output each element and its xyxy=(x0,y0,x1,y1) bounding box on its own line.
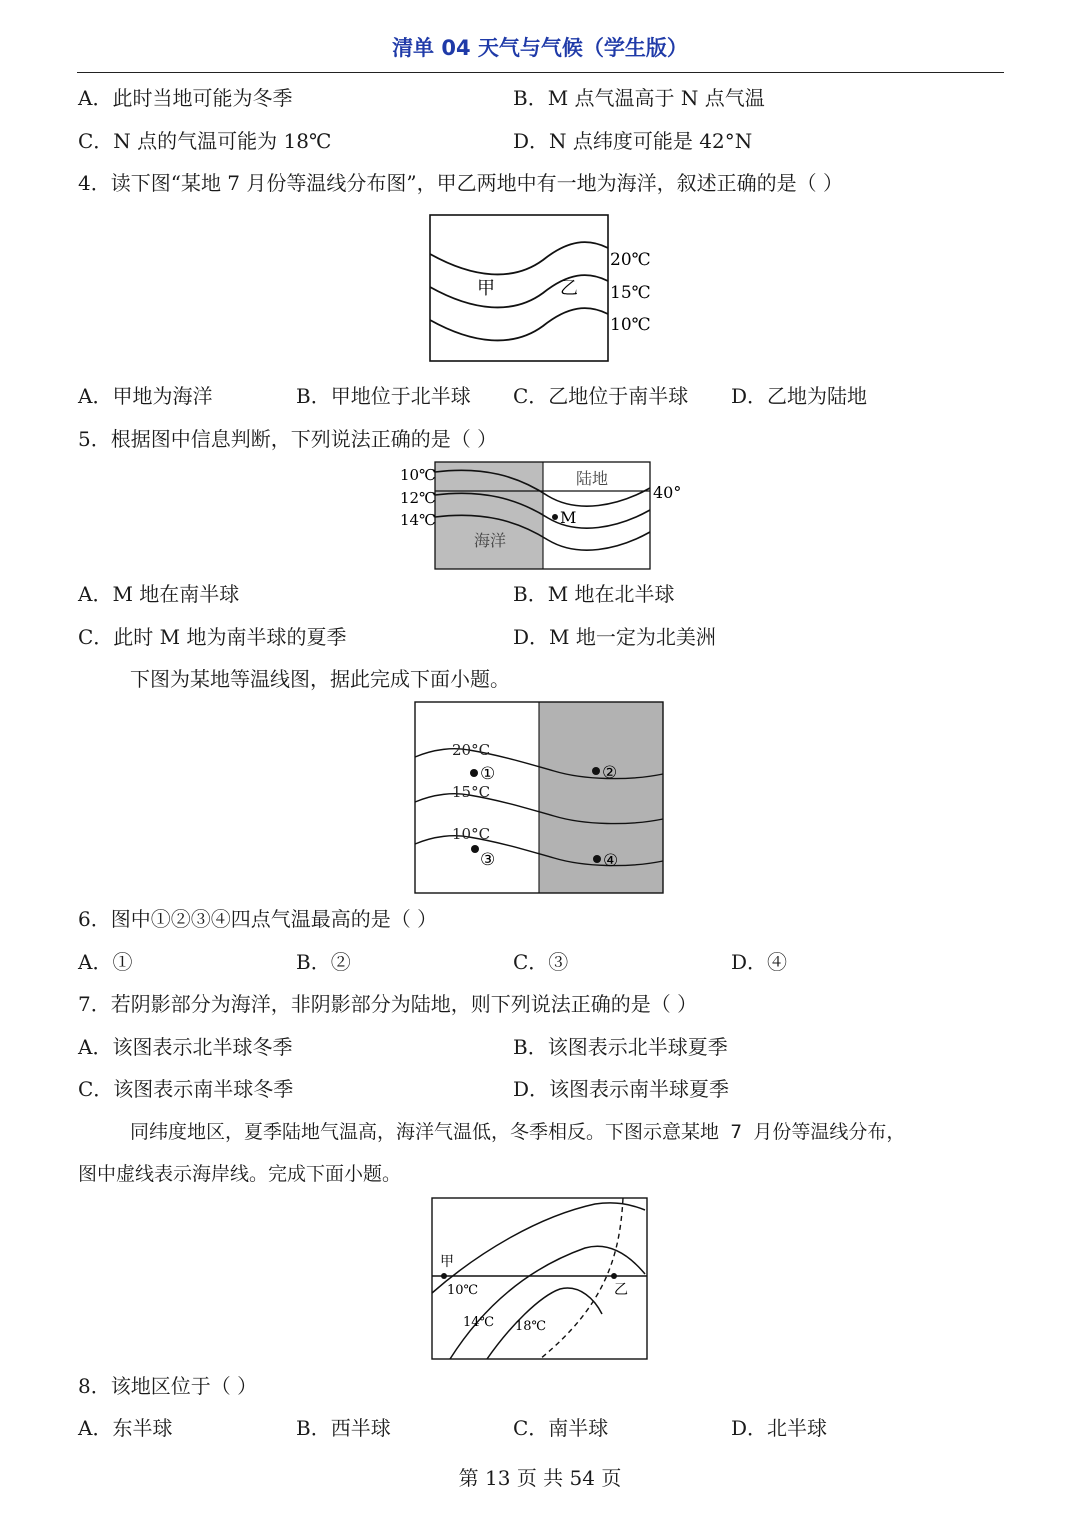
q3-option-a: A．此时当地可能为冬季 xyxy=(78,86,293,110)
q6-stem: 6．图中①②③④四点气温最高的是（ ） xyxy=(78,907,438,931)
q5-iso-label-12: 12℃ xyxy=(400,489,436,507)
q8-iso-label-14: 14℃ xyxy=(463,1315,495,1330)
q4-option-d: D．乙地为陆地 xyxy=(731,384,868,408)
q6-option-c: C．③ xyxy=(513,950,569,974)
q8-point-yi-marker xyxy=(611,1273,617,1279)
page-header-title: 清单 04 天气与气候（学生版） xyxy=(392,36,688,60)
q4-option-b: B．甲地位于北半球 xyxy=(296,384,471,408)
q8-stem: 8．该地区位于（ ） xyxy=(78,1374,258,1398)
q6-point-4-label: ④ xyxy=(603,851,619,871)
q6-option-b: B．② xyxy=(296,950,351,974)
intro-8-line2: 图中虚线表示海岸线。完成下面小题。 xyxy=(78,1163,402,1185)
q6-iso-label-10: 10°C xyxy=(452,825,491,843)
q8-option-d: D．北半球 xyxy=(731,1416,828,1440)
q6-7-figure xyxy=(414,701,666,895)
q5-stem: 5．根据图中信息判断，下列说法正确的是（ ） xyxy=(78,427,498,451)
q5-latitude-label: 40° xyxy=(653,483,682,502)
q4-stem: 4．读下图“某地 7 月份等温线分布图”，甲乙两地中有一地为海洋，叙述正确的是（ ） xyxy=(78,171,843,195)
q5-iso-label-14: 14℃ xyxy=(400,511,436,529)
intro-6-7-text: 下图为某地等温线图，据此完成下面小题。 xyxy=(130,667,510,691)
q8-option-c: C．南半球 xyxy=(513,1416,609,1440)
q8-label-jia: 甲 xyxy=(440,1254,454,1270)
q6-iso-label-20: 20°C xyxy=(452,741,491,759)
q5-figure xyxy=(398,458,688,572)
q5-option-b: B．M 地在北半球 xyxy=(513,582,675,606)
q7-option-a: A．该图表示北半球冬季 xyxy=(78,1035,293,1059)
page-number-footer: 第 13 页 共 54 页 xyxy=(458,1466,622,1490)
q3-option-b: B．M 点气温高于 N 点气温 xyxy=(513,86,765,110)
q5-land-label: 陆地 xyxy=(576,469,609,488)
q7-stem: 7．若阴影部分为海洋，非阴影部分为陆地，则下列说法正确的是（ ） xyxy=(78,992,698,1016)
q3-option-d: D．N 点纬度可能是 42°N xyxy=(513,129,753,153)
q4-iso-label-15: 15℃ xyxy=(610,283,651,303)
q6-point-4-marker xyxy=(593,855,601,863)
q5-option-a: A．M 地在南半球 xyxy=(78,582,240,606)
q6-option-d: D．④ xyxy=(731,950,788,974)
q4-figure xyxy=(428,212,668,364)
q8-label-yi: 乙 xyxy=(614,1282,628,1298)
q4-label-jia: 甲 xyxy=(477,278,495,299)
q6-point-3-label: ③ xyxy=(480,850,496,870)
q5-ocean-label: 海洋 xyxy=(474,531,507,550)
q3-option-c: C．N 点的气温可能为 18℃ xyxy=(78,129,332,153)
q4-label-yi: 乙 xyxy=(560,278,578,299)
q7-option-d: D．该图表示南半球夏季 xyxy=(513,1077,730,1101)
q8-figure xyxy=(430,1196,650,1362)
q6-point-3-marker xyxy=(471,845,479,853)
q4-option-c: C．乙地位于南半球 xyxy=(513,384,689,408)
q8-option-b: B．西半球 xyxy=(296,1416,391,1440)
q6-point-2-label: ② xyxy=(602,763,618,783)
header-divider xyxy=(77,72,1004,73)
q7-option-b: B．该图表示北半球夏季 xyxy=(513,1035,728,1059)
q6-point-2-marker xyxy=(592,767,600,775)
q5-iso-label-10: 10℃ xyxy=(400,466,436,484)
q4-iso-label-10: 10℃ xyxy=(610,315,651,335)
q4-iso-label-20: 20℃ xyxy=(610,250,651,270)
q8-point-jia-marker xyxy=(441,1273,447,1279)
intro-8-line1: 同纬度地区，夏季陆地气温高，海洋气温低，冬季相反。下图示意某地 7 月份等温线分布， xyxy=(130,1121,906,1143)
q6-point-1-label: ① xyxy=(480,764,496,784)
q5-point-m-label: M xyxy=(560,508,577,527)
q6-point-1-marker xyxy=(470,769,478,777)
q8-option-a: A．东半球 xyxy=(78,1416,173,1440)
q5-option-d: D．M 地一定为北美洲 xyxy=(513,625,716,649)
q6-option-a: A．① xyxy=(78,950,133,974)
q4-option-a: A．甲地为海洋 xyxy=(78,384,213,408)
q6-iso-label-15: 15°C xyxy=(452,783,491,801)
q5-point-m-marker xyxy=(552,514,558,520)
q5-option-c: C．此时 M 地为南半球的夏季 xyxy=(78,625,347,649)
q7-option-c: C．该图表示南半球冬季 xyxy=(78,1077,294,1101)
q8-iso-label-10: 10℃ xyxy=(447,1283,479,1298)
q8-iso-label-18: 18℃ xyxy=(515,1319,547,1334)
